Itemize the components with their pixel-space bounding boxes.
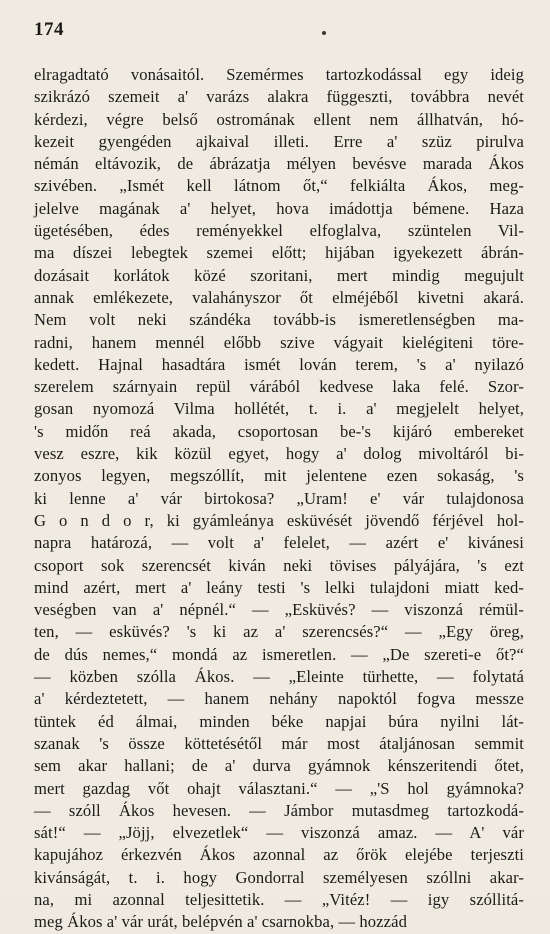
text-line: Nem volt neki szándéka tovább-is ismeretlenségben ma-	[34, 310, 524, 330]
ink-speck	[322, 31, 326, 35]
text-line: elragadtató vonásaitól. Szemérmes tartozkodással egy ideig	[34, 65, 524, 84]
text-line: kérdezi, végre belső ostromának ellent nem állhatván, hó-	[34, 109, 524, 129]
text-line: — szóll Ákos hevesen. — Jámbor mutasdmeg tartozkodá-	[34, 800, 524, 820]
text-line: ki lenne a' vár birtokosa? „Uram! e' vár tulajdonosa	[34, 488, 524, 508]
text-line: szikrázó szemeit a' varázs alakra függeszti, továbbra nevét	[34, 87, 524, 107]
text-line: zonyos legyen, megszóllít, mit jelentene ezen sokaság, 's	[34, 466, 524, 486]
text-line: napra határozá, — volt a' felelet, — azért e' kivánesi	[34, 533, 524, 553]
text-line: jelelve magának a' helyet, hova imádottja bémene. Haza	[34, 198, 524, 218]
text-line: mert gazdag vőt ohajt választani.“ — „'S hol gyámnoka?	[34, 778, 524, 798]
text-line: meg Ákos a' vár urát, belépvén a' csarnokba, — hozzád	[34, 912, 407, 932]
text-line: csoport sok szerencsét kiván neki tövises pályájára, 's ezt	[34, 555, 524, 575]
text-line: ten, — esküvés? 's ki az a' szerencsés?“ — „Egy öreg,	[34, 622, 524, 642]
body-text	[34, 64, 524, 934]
text-line: 's midőn reá akada, csoportosan be-'s kijáró embereket	[34, 421, 524, 441]
text-line: szanak 's össze köttetésétől már most átaljánosan semmit	[34, 733, 524, 753]
text-line: ügetésében, édes reményekkel elfoglalva, szüntelen Vil-	[34, 221, 524, 241]
text-line: ma díszei lebegtek szemei előtt; hijában igyekezett ábrán-	[34, 243, 524, 263]
text-line: sem akar hallani; de a' durva gyámnok kénszeritendi őtet,	[34, 756, 524, 776]
text-line: szerelem szárnyain repül várából kedvese laka felé. Szor-	[34, 377, 524, 397]
text-line: dozásait korlátok közé szoritani, mert mindig megujult	[34, 265, 524, 285]
text-line: kedett. Hajnal hasadtára ismét lován terem, 's a' nyilazó	[34, 354, 524, 374]
text-line: mind azért, mert a' leány testi 's lelki tulajdoni miatt ked-	[34, 577, 524, 597]
text-line: kivánságát, t. i. hogy Gondorral személyesen szóllni akar-	[34, 867, 524, 887]
text-line: kapujához érkezvén Ákos azonnal az őrök elejébe terjeszti	[34, 845, 524, 865]
text-line: G o n d o r, ki gyámleánya esküvését jövendő férjével hol-	[34, 510, 524, 530]
text-line: radni, hanem mennél előbb szive vágyait kielégiteni töre-	[34, 332, 524, 352]
text-line: némán eltávozik, de ábrázatja mélyen bevésve marada Ákos	[34, 154, 524, 174]
text-line: sát!“ — „Jöjj, elvezetlek“ — viszonzá amaz. — A' vár	[34, 823, 524, 843]
text-line: de dús nemes,“ mondá az ismeretlen. — „De szereti-e őt?“	[34, 644, 524, 664]
page-number: 174	[34, 19, 64, 40]
text-line: vesz eszre, kik közül egyet, hogy a' dolog mivoltáról bi-	[34, 444, 524, 464]
text-line: gosan nyomozá Vilma hollétét, t. i. a' megjelelt helyet,	[34, 399, 524, 419]
text-line: veségben van a' népnél.“ — „Esküvés? — viszonzá rémül-	[34, 600, 524, 620]
text-line: annak emlékezete, valahányszor őt elméjéből kivetni akará.	[34, 287, 524, 307]
text-line: tüntek éd álmai, minden béke napjai búra nyilni lát-	[34, 711, 524, 731]
text-line: — közben szólla Ákos. — „Eleinte türhette, — folytatá	[34, 667, 524, 687]
text-line: kezeit gyengéden ajkaival illeti. Erre a' szüz pirulva	[34, 131, 524, 151]
text-line: szivében. „Ismét kell látnom őt,“ felkiálta Ákos, meg-	[34, 176, 524, 196]
text-line: a' kérdeztetett, — hanem nehány napoktól fogva messze	[34, 689, 524, 709]
text-line: na, mi azonnal teljesittetik. — „Vitéz! — igy szóllitá-	[34, 889, 524, 909]
